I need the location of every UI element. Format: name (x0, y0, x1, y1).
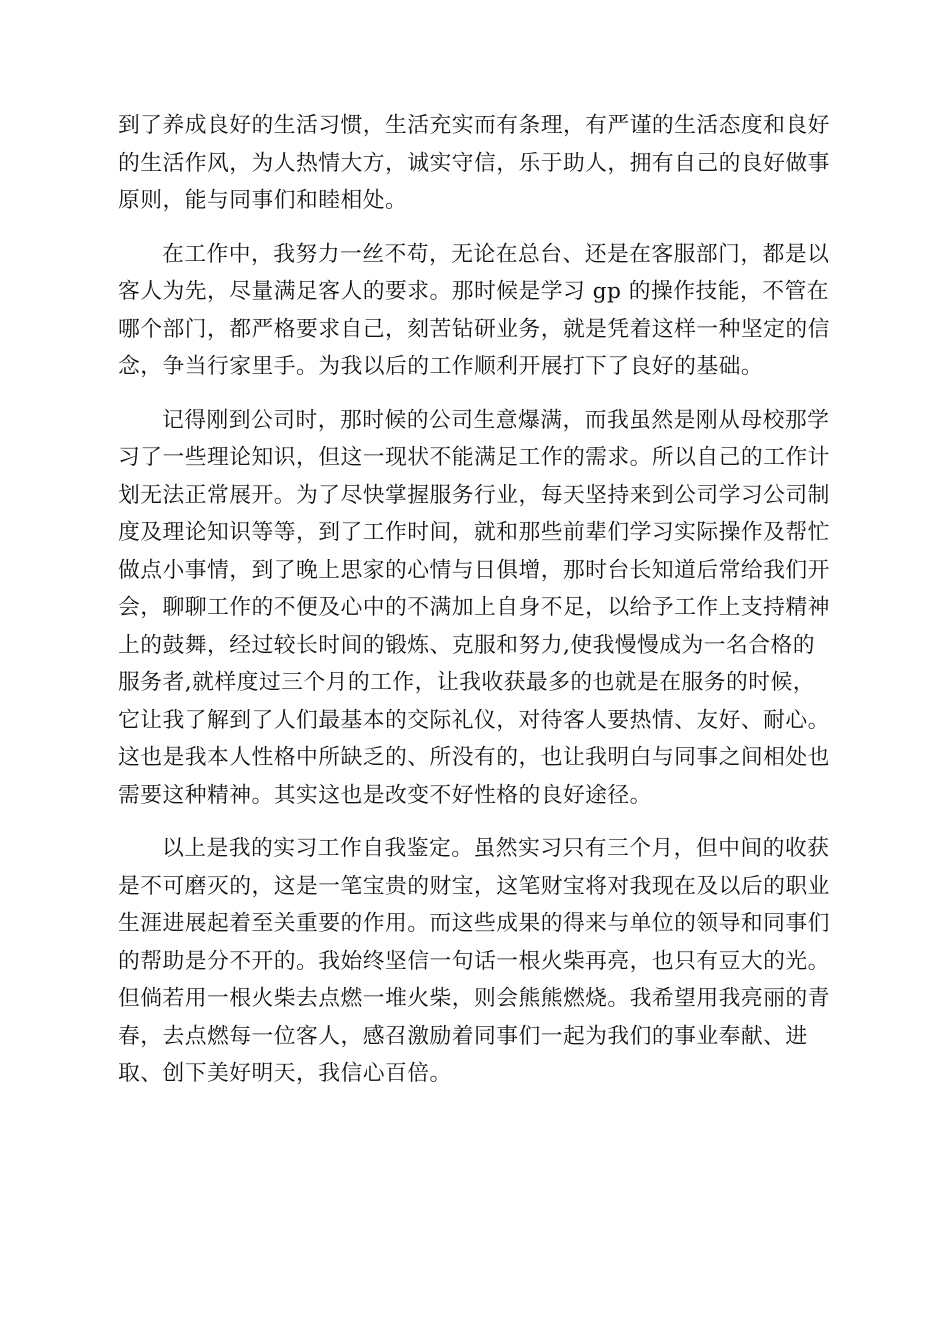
paragraph-3 (118, 402, 833, 815)
text-line: 取、创下美好明天，我信心百倍。 (118, 1061, 452, 1086)
text-line: 上的鼓舞，经过较长时间的锻炼、克服和努力,使我慢慢成为一名合格的 (118, 632, 816, 658)
paragraph-1 (118, 107, 833, 220)
text-line: 是不可磨灭的，这是一笔宝贵的财宝，这笔财宝将对我现在及以后的职业 (118, 873, 830, 899)
text-line: 它让我了解到了人们最基本的交际礼仪，对待客人要热情、友好、耐心。 (118, 707, 830, 733)
text-line: 念，争当行家里手。为我以后的工作顺利开展打下了良好的基础。 (118, 354, 764, 379)
text-line: 哪个部门，都严格要求自己，刻苦钻研业务，就是凭着这样一种坚定的信 (118, 316, 830, 342)
document-body (118, 107, 833, 1109)
paragraph-4 (118, 830, 833, 1093)
text-line: 记得刚到公司时，那时候的公司生意爆满，而我虽然是刚从母校那学 (162, 407, 830, 433)
paragraph-2 (118, 236, 833, 386)
text-line: 生涯进展起着至关重要的作用。而这些成果的得来与单位的领导和同事们 (118, 911, 830, 936)
text-line: 春，去点燃每一位客人，感召激励着同事们一起为我们的事业奉献、进 (118, 1023, 808, 1049)
text-line: 到了养成良好的生活习惯，生活充实而有条理，有严谨的生活态度和良好 (118, 113, 830, 138)
text-line: 的帮助是分不开的。我始终坚信一句话一根火柴再亮，也只有豆大的光。 (118, 948, 830, 974)
text-line: 的生活作风，为人热情大方，诚实守信，乐于助人，拥有自己的良好做事 (118, 150, 830, 176)
text-line: 需要这种精神。其实这也是改变不好性格的良好途径。 (118, 782, 652, 808)
text-line: 但倘若用一根火柴去点燃一堆火柴，则会熊熊燃烧。我希望用我亮丽的青 (118, 986, 830, 1011)
text-line: 习了一些理论知识，但这一现状不能满足工作的需求。所以自己的工作计 (118, 445, 830, 470)
text-line: 客人为先，尽量满足客人的要求。那时候是学习 gp 的操作技能，不管在 (118, 279, 829, 304)
text-line: 服务者,就样度过三个月的工作，让我收获最多的也就是在服务的时候， (118, 670, 816, 695)
text-line: 原则，能与同事们和睦相处。 (118, 188, 408, 213)
text-line: 这也是我本人性格中所缺乏的、所没有的，也让我明白与同事之间相处也 (118, 745, 830, 770)
text-line: 度及理论知识等等，到了工作时间，就和那些前辈们学习实际操作及帮忙 (118, 520, 830, 545)
text-line: 划无法正常展开。为了尽快掌握服务行业，每天坚持来到公司学习公司制 (118, 482, 830, 508)
text-line: 做点小事情，到了晚上思家的心情与日俱增，那时台长知道后常给我们开 (118, 557, 830, 583)
text-line: 以上是我的实习工作自我鉴定。虽然实习只有三个月，但中间的收获 (162, 836, 830, 861)
text-line: 会，聊聊工作的不便及心中的不满加上自身不足，以给予工作上支持精神 (118, 595, 830, 620)
text-line: 在工作中，我努力一丝不苟，无论在总台、还是在客服部门，都是以 (162, 241, 830, 267)
